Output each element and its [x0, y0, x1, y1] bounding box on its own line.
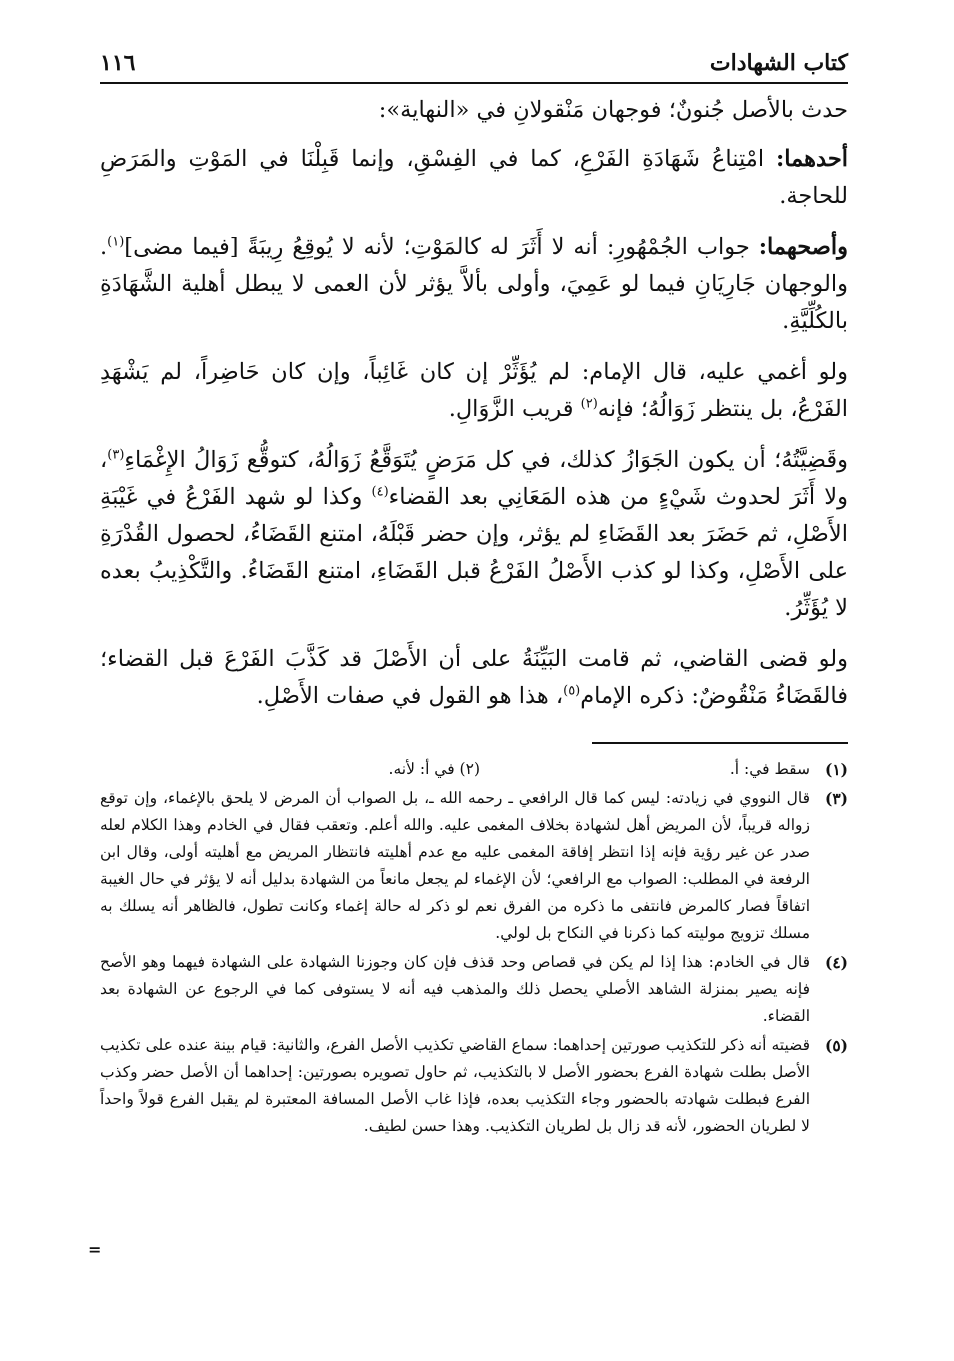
- lead-term: أحدهما:: [775, 146, 848, 172]
- footnotes: [100, 756, 848, 1142]
- running-title: كتاب الشهادات: [709, 50, 848, 76]
- paragraph: وقَضِيَّتُهُ؛ أن يكون الجَوَازُ كذلك، في كل مَرَضٍ يُتَوَقَّعُ زَوَالُهُ، كتوقُّع زَوَالُ الإِغْمَاءِ$^{(٣)}$، ولا أَثَرَ لحدوث شَيْءٍ من هذه المَعَانِي بعد القضاء$^{(٤)}$ وكذا لو شهد الفَرْعُ في غَيْبَةِ الأَصْلِ، ثم حَضَرَ بعد القَضَاءِ لم يؤثر، وإن حضر قَبْلَهُ، امتنع القَضَاءُ، لحصول القُدْرَةِ على الأَصْلِ، وكذا لو كذب الأَصْلُ الفَرْعُ قبل القَضَاءِ، امتنع القَضَاءُ. والتَّكْذِيبُ بعده لا يُؤَثِّرُ.: [100, 447, 848, 621]
- footnote-ref: (٢): [580, 396, 598, 412]
- footnote-row: [100, 949, 848, 1030]
- footnote-text: (٢) في أ: لأنه.: [388, 760, 480, 778]
- paragraph: أحدهما: امْتِناعُ شَهَادَةِ الفَرْعِ، كما في الفِسْقِ، وإنما قَبِلْنَا في المَوْتِ والمَرَضِ للحاجة.: [100, 146, 848, 209]
- footnote-ref: (٣): [107, 447, 125, 463]
- footnote-number: (٤): [824, 953, 848, 972]
- paragraph: ولو أغمي عليه، قال الإمام: لم يُؤَثِّرْ إن كان غَائِباً، وإن كان حَاضِراً، لم يَشْهَدِ الفَرْعُ، بل ينتظر زَوَالُهُ؛ فإنه$^{(٢)}$ قريب الزَّوَالِ.: [100, 359, 848, 422]
- paragraph: ولو قضى القاضي، ثم قامت البَيِّنَةُ على أن الأَصْلَ قد كَذَّبَ الفَرْعَ قبل القضاء؛ فالقَضَاءُ مَنْقُوضٌ: ذكره الإمام$^{(٥)}$، هذا هو القول في صفات الأَصْلِ.: [100, 646, 848, 709]
- footnote-text: سقط في: أ.: [729, 760, 810, 778]
- footnote-number: (٥): [824, 1036, 848, 1055]
- footnote-row: [100, 785, 848, 947]
- footnote-ref: (١): [107, 234, 125, 250]
- footnote-text: قال النووي في زيادته: ليس كما قال الرافعي ـ رحمه الله ـ، بل الصواب أن المرض لا يلحق بالإغماء، وإن توقع زواله قريباً، لأن المريض أهل لشهادة بخلاف المغمى عليه. والله أعلم. وتعقب فقال في الخادم وهذا الكلام لعله صدر عن غير رؤية فإنه إذا انتظر إفاقة المغمى عليه مع عدم أهليته فانتظار المريض مع أهليته أولى، وقال ابن الرفعة في المطلب: الصواب مع الرافعي؛ لأن الإغماء لم يجعل مانعاً من الشهادة بدليل أنه لا يؤثر في حال الغيبة اتفاقاً فصار كالمرض فانتفى ما ذكره من الفرق نعم لو ذكر له حالة إغماء وكانت تطول، فالظاهر أنه يسلك به مسلك تزويج موليته كما ذكرنا في النكاح بل لولي.: [100, 789, 810, 942]
- footnote-separator: [592, 742, 848, 744]
- paragraph: وأصحهما: جواب الجُمْهُورِ: أنه لا أَثَرَ له كالمَوْتِ؛ لأنه لا يُوقِعُ رِيبَةً [فيما مضى]$^{(١)}$. والوجهان جَارِيَانِ فيما لو عَمِيَ، وأولى بألاَّ يؤثر لأن العمى لا يبطل أهلية الشَّهَادَةِ بالكُلِّيَّةِ.: [100, 234, 848, 334]
- footnote-ref: (٤): [371, 484, 389, 500]
- margin-mark: =: [88, 1240, 102, 1259]
- footnote-ref: (٥): [563, 683, 581, 699]
- page-header: [100, 36, 848, 84]
- footnote-number: (٣): [824, 789, 848, 808]
- footnote-row: [100, 1032, 848, 1140]
- main-text: [100, 92, 848, 729]
- paragraph: حدث بالأصل جُنونٌ؛ فوجهان مَنْقولانِ في «النهاية»:: [378, 97, 848, 123]
- footnote-number: (١): [824, 760, 848, 779]
- footnote-text: قال في الخادم: هذا إذا لم يكن في قصاص وحد قذف فإن كان وجوزنا الشهادة على الشهادة فيهما وهو الأصح فإنه يصير بمنزلة الشاهد الأصلي يحصل ذلك والمذهب فيه أنه لا يستوفى كما في الرجوع عن الشهادة بعد القضاء.: [100, 953, 810, 1025]
- footnote-text: قضيته أنه ذكر للتكذيب صورتين إحداهما: سماع القاضي تكذيب الأصل الفرع، والثانية: قيام بينة عنده على تكذيب الأصل بطلت شهادة الفرع بحضور الأصل لا بالتكذيب، ثم حاول تصويره بصورتين: إحداهما أن الأصل حضر وكذب الفرع فبطلت شهادته بالحضور وجاء التكذيب بعده، فإذا غاب الأصل المسافة المعتبرة لم يقبل الفرع قولاً واحداً لا لطريان الحضور، لأنه قد زال بل لطريان التكذيب. وهذا حسن لطيف.: [100, 1036, 810, 1135]
- page-number: ١١٦: [100, 50, 136, 76]
- lead-term: وأصحهما:: [758, 234, 848, 260]
- footnote-row: [100, 756, 848, 783]
